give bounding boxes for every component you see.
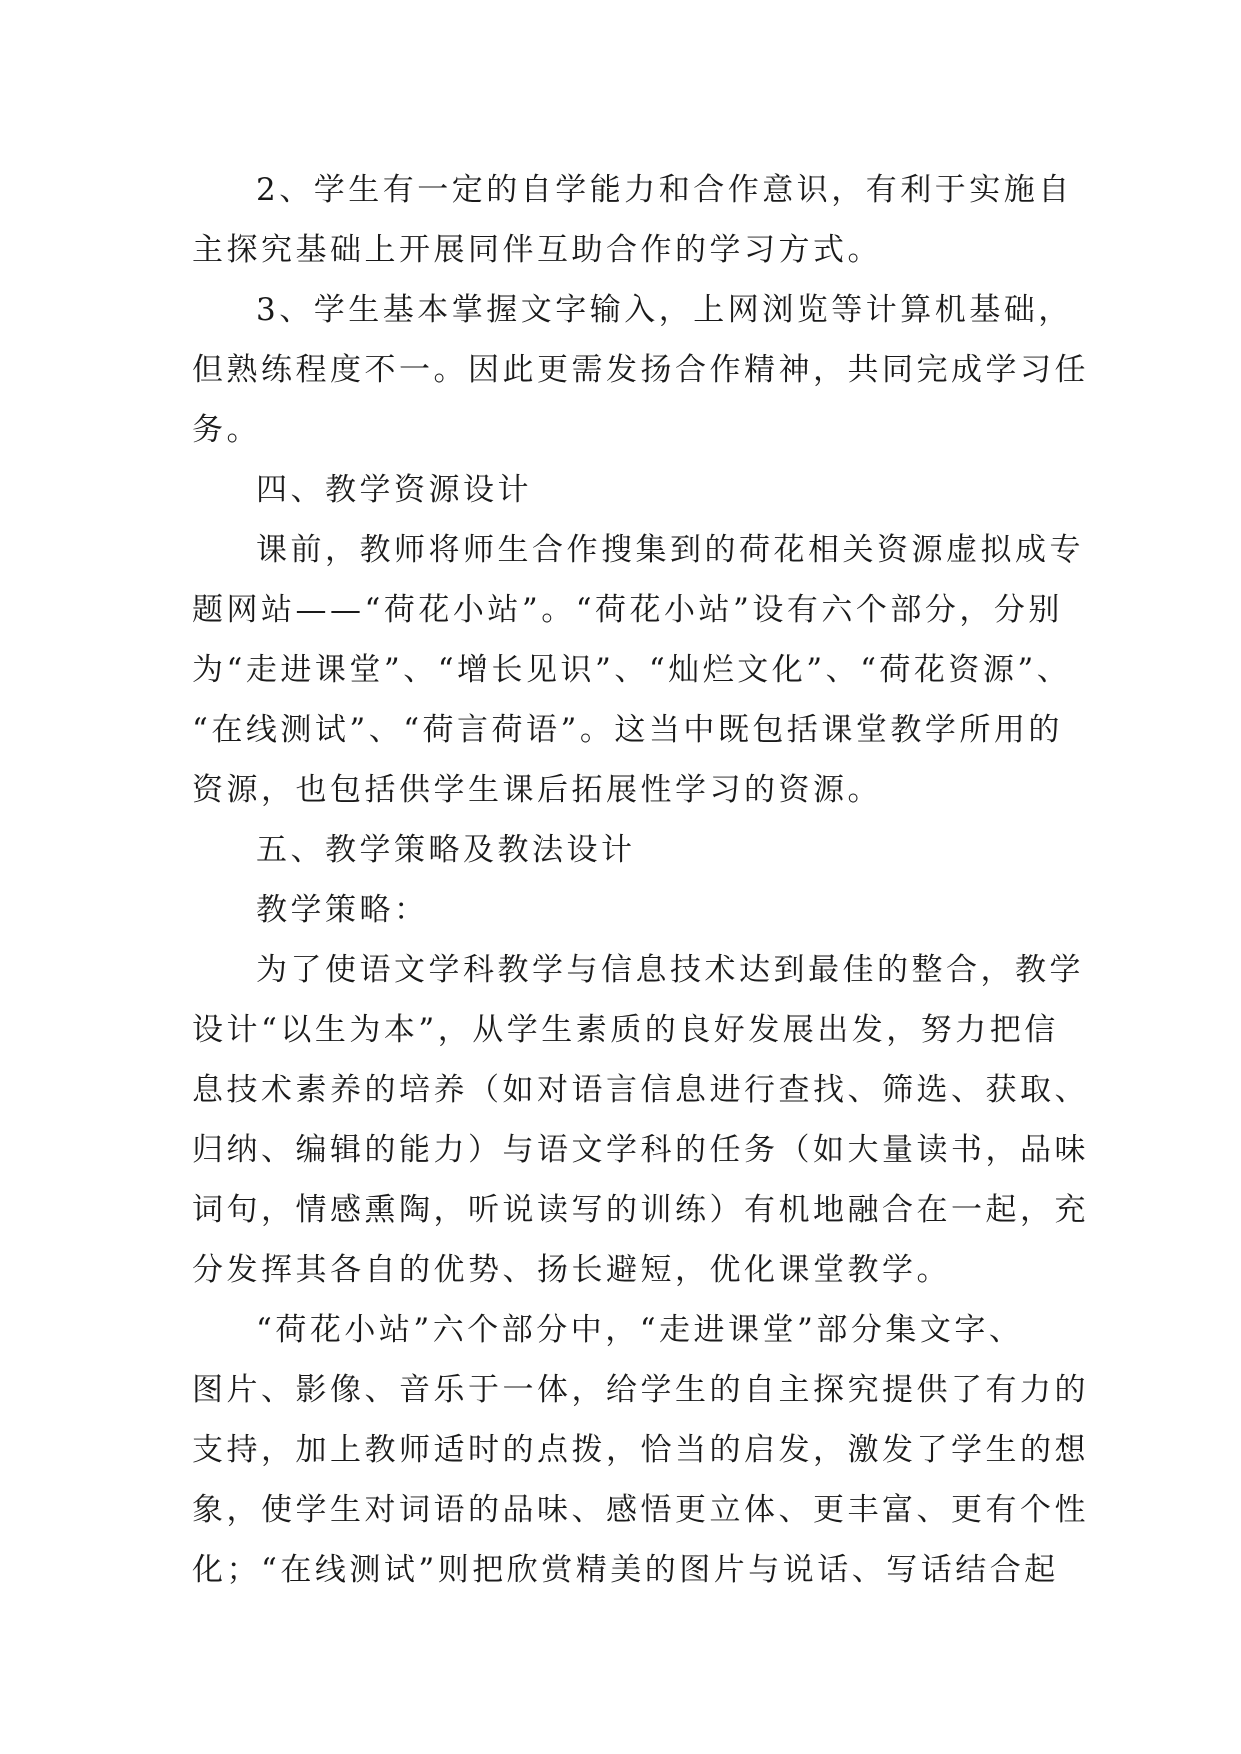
text-line: 设计“以生为本”，从学生素质的良好发展出发，努力把信 xyxy=(192,1012,1059,1048)
text-line: 词句，情感熏陶，听说读写的训练）有机地融合在一起，充 xyxy=(192,1192,1089,1228)
text-line: 资源，也包括供学生课后拓展性学习的资源。 xyxy=(192,772,882,808)
text-line: 务。 xyxy=(192,412,261,448)
section-heading: 五、教学策略及教法设计 xyxy=(256,832,636,868)
text-line: 2、学生有一定的自学能力和合作意识，有利于实施自 xyxy=(256,172,1073,208)
text-line: 息技术素养的培养（如对语言信息进行查找、筛选、获取、 xyxy=(192,1072,1089,1108)
body-text xyxy=(192,160,1089,1600)
text-line: 但熟练程度不一。因此更需发扬合作精神，共同完成学习任 xyxy=(192,352,1089,388)
text-line: 为“走进课堂”、“增长见识”、“灿烂文化”、“荷花资源”、 xyxy=(192,652,1072,688)
text-line: “在线测试”、“荷言荷语”。这当中既包括课堂教学所用的 xyxy=(192,712,1063,748)
text-line: 归纳、编辑的能力）与语文学科的任务（如大量读书，品味 xyxy=(192,1132,1089,1168)
text-line: 分发挥其各自的优势、扬长避短，优化课堂教学。 xyxy=(192,1252,951,1288)
section-heading: 四、教学资源设计 xyxy=(256,472,532,508)
text-line: 3、学生基本掌握文字输入，上网浏览等计算机基础， xyxy=(256,292,1073,328)
text-line: 象，使学生对词语的品味、感悟更立体、更丰富、更有个性 xyxy=(192,1492,1089,1528)
text-line: 化；“在线测试”则把欣赏精美的图片与说话、写话结合起 xyxy=(192,1552,1059,1588)
text-line: 图片、影像、音乐于一体，给学生的自主探究提供了有力的 xyxy=(192,1372,1089,1408)
subheading: 教学策略： xyxy=(256,892,429,928)
text-line: 支持，加上教师适时的点拨，恰当的启发，激发了学生的想 xyxy=(192,1432,1089,1468)
text-line: “荷花小站”六个部分中，“走进课堂”部分集文字、 xyxy=(256,1312,1024,1348)
text-line: 题网站——“荷花小站”。“荷花小站”设有六个部分，分别 xyxy=(192,592,1063,628)
text-line: 主探究基础上开展同伴互助合作的学习方式。 xyxy=(192,232,882,268)
text-line: 为了使语文学科教学与信息技术达到最佳的整合，教学 xyxy=(256,952,1084,988)
text-line: 课前，教师将师生合作搜集到的荷花相关资源虚拟成专 xyxy=(256,532,1084,568)
